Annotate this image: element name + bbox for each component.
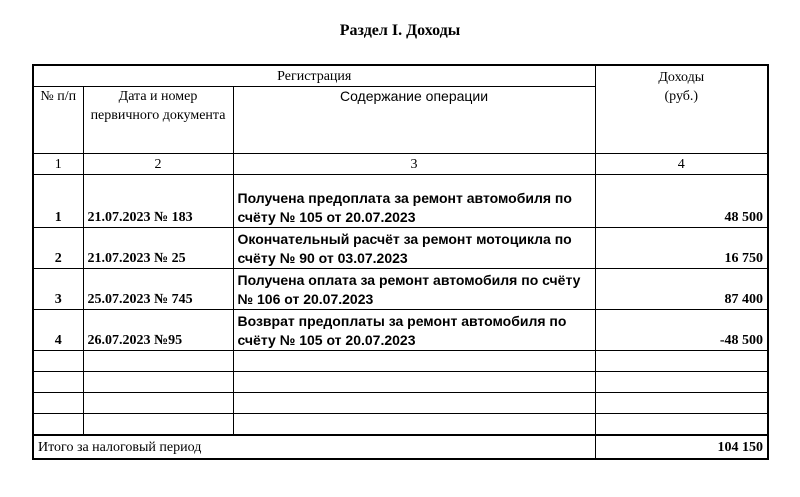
- table-row: [33, 310, 768, 351]
- row-content: Получена оплата за ремонт автомобиля по счёту № 106 от 20.07.2023: [233, 269, 595, 310]
- num-col-header: № п/п: [33, 87, 83, 154]
- row-document: 21.07.2023 № 183: [83, 175, 233, 228]
- content-col-header: Содержание операции: [233, 87, 595, 154]
- col-number: 1: [33, 154, 83, 175]
- income-header-title: Доходы: [658, 70, 705, 85]
- col-number: 2: [83, 154, 233, 175]
- row-number: 4: [33, 310, 83, 351]
- col-number: 3: [233, 154, 595, 175]
- row-content: Получена предоплата за ремонт автомобиля по счёту № 105 от 20.07.2023: [233, 175, 595, 228]
- doc-col-header: Дата и номер первичного документа: [83, 87, 233, 154]
- total-row: [33, 435, 768, 459]
- income-header: [595, 65, 768, 154]
- row-amount: 87 400: [595, 269, 768, 310]
- empty-row: [33, 351, 768, 372]
- total-amount: 104 150: [595, 435, 768, 459]
- income-ledger-table: [32, 64, 769, 460]
- row-amount: 16 750: [595, 228, 768, 269]
- table-row: [33, 228, 768, 269]
- row-document: 25.07.2023 № 745: [83, 269, 233, 310]
- row-content: Окончательный расчёт за ремонт мотоцикла по счёту № 90 от 03.07.2023: [233, 228, 595, 269]
- empty-row: [33, 414, 768, 436]
- col-number: 4: [595, 154, 768, 175]
- row-number: 1: [33, 175, 83, 228]
- row-number: 2: [33, 228, 83, 269]
- row-document: 26.07.2023 №95: [83, 310, 233, 351]
- table-row: [33, 269, 768, 310]
- row-amount: -48 500: [595, 310, 768, 351]
- empty-row: [33, 372, 768, 393]
- page-title: Раздел I. Доходы: [339, 22, 461, 39]
- registration-header: Регистрация: [33, 65, 595, 87]
- row-amount: 48 500: [595, 175, 768, 228]
- row-document: 21.07.2023 № 25: [83, 228, 233, 269]
- row-number: 3: [33, 269, 83, 310]
- empty-row: [33, 393, 768, 414]
- table-row: [33, 175, 768, 228]
- income-header-unit: (руб.): [664, 89, 699, 104]
- row-content: Возврат предоплаты за ремонт автомобиля по счёту № 105 от 20.07.2023: [233, 310, 595, 351]
- total-label: Итого за налоговый период: [33, 435, 595, 459]
